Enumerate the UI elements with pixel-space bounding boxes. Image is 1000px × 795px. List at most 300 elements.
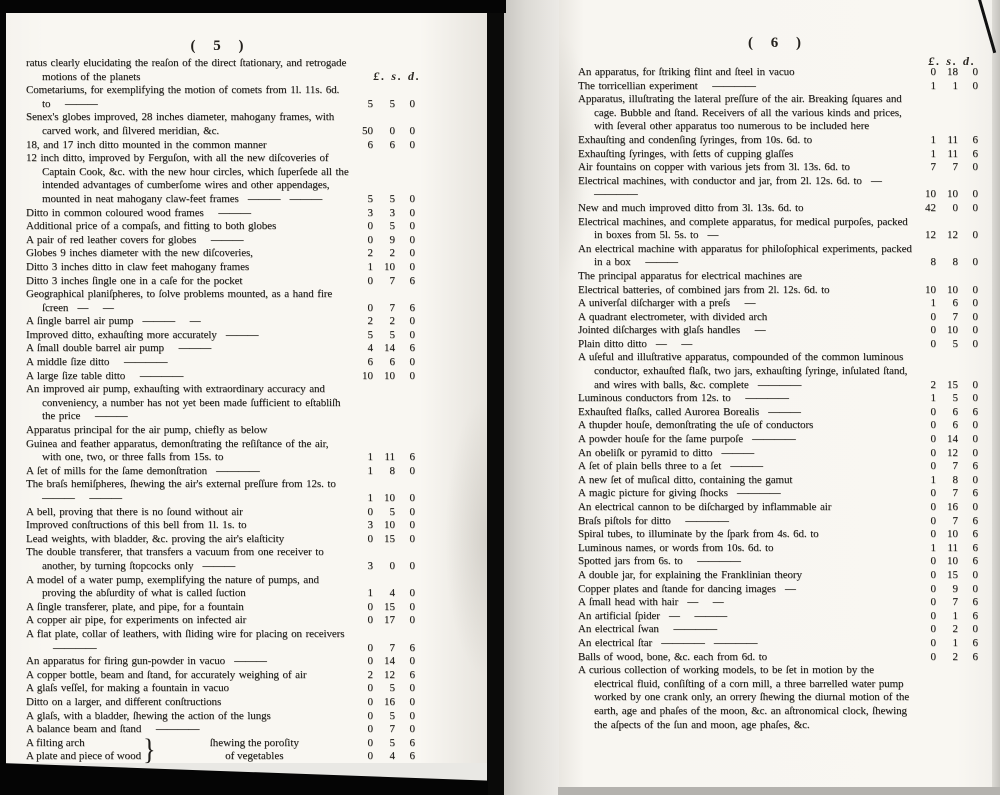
price-pence: 0: [972, 392, 978, 405]
entry-text: Apparatus principal for the air pump, chiefly as below: [26, 424, 268, 437]
price-pence: 0: [409, 206, 415, 219]
entry-text: Globes 9 inches diameter with the new diſcoveries,: [26, 247, 253, 260]
entry-text: Improved conſtructions of this bell from 1l. 1s. to: [26, 519, 247, 532]
price-pounds: 0: [367, 532, 373, 545]
price-shillings: 10: [947, 188, 958, 201]
brace-group: [26, 733, 415, 767]
price-pounds: 1: [367, 587, 373, 600]
catalog-entry: [578, 270, 978, 284]
price-pence: 0: [409, 220, 415, 233]
catalog-entry: [578, 284, 978, 298]
price-shillings: 10: [947, 555, 958, 568]
catalog-entry: [26, 669, 415, 683]
price-lsd: [912, 637, 978, 651]
catalog-entry: [26, 614, 415, 628]
price-pounds: 0: [930, 324, 936, 337]
price-shillings: 16: [947, 501, 958, 513]
entry-text: An electrical ſwan ————: [578, 623, 717, 636]
price-lsd: [912, 324, 978, 338]
right-page: [558, 0, 992, 789]
price-pounds: 0: [367, 695, 373, 708]
price-shillings: 8: [389, 464, 395, 477]
price-pounds: 1: [367, 492, 373, 504]
price-lsd: [912, 379, 978, 393]
catalog-entry: [578, 528, 978, 542]
price-pence: 0: [972, 297, 978, 310]
price-pence: 0: [972, 256, 978, 269]
price-lsd: [912, 487, 978, 501]
entry-text: A pair of red leather covers for globes ———: [26, 233, 244, 246]
price-pence: 6: [972, 460, 978, 473]
price-lsd: [912, 406, 978, 420]
price-pounds: 0: [930, 310, 936, 323]
price-pence: 0: [972, 337, 978, 350]
catalog-entry: [26, 519, 415, 533]
price-shillings: 17: [384, 614, 395, 627]
entry-text: A ſmall head with hair — —: [578, 596, 724, 609]
entry-text: A double jar, for explaining the Franklinian theory: [578, 568, 802, 581]
catalog-entry: [578, 651, 978, 665]
price-shillings: 1: [952, 79, 958, 92]
price-pence: 0: [409, 682, 415, 695]
price-pounds: 0: [930, 528, 936, 541]
price-lsd: [349, 207, 415, 221]
price-shillings: 5: [389, 192, 395, 205]
entry-text: A glaſs, with a bladder, ſhewing the action of the lungs: [26, 709, 271, 722]
price-pounds: 1: [930, 133, 936, 146]
price-shillings: 14: [384, 655, 395, 668]
price-lsd: [912, 583, 978, 597]
price-shillings: 8: [952, 256, 958, 269]
price-pence: 0: [972, 188, 978, 201]
entries-left: [26, 57, 415, 767]
price-pounds: 0: [930, 419, 936, 432]
price-pence: 6: [972, 596, 978, 609]
price-lsd: [912, 433, 978, 447]
price-pounds: 10: [925, 188, 936, 201]
catalog-entry: [578, 515, 978, 529]
price-pence: 0: [409, 559, 415, 572]
price-lsd: [349, 315, 415, 329]
price-pence: 6: [972, 487, 978, 500]
price-pounds: 12: [925, 229, 936, 242]
catalog-entry: [578, 542, 978, 556]
price-pence: 0: [409, 124, 415, 137]
price-lsd: [349, 669, 415, 683]
catalog-entry: [26, 424, 415, 438]
entry-text: A flat plate, collar of leathers, with ſliding wire for placing on receivers ————: [26, 627, 345, 654]
price-pence: 0: [409, 328, 415, 341]
catalog-entry: [26, 342, 415, 356]
price-pence: 6: [409, 451, 415, 464]
price-pounds: 0: [930, 596, 936, 609]
price-lsd: [349, 451, 415, 465]
price-pence: 0: [972, 79, 978, 92]
price-shillings: 12: [947, 446, 958, 459]
catalog-entry: [578, 134, 978, 148]
catalog-entry: [26, 57, 415, 84]
catalog-entry: [578, 583, 978, 597]
price-pounds: 0: [930, 623, 936, 636]
price-pounds: 1: [930, 147, 936, 160]
entry-text: A curious collection of working models, to be ſet in motion by the electrical fluid, conſiſting of a corn mill, a three barrelled water pump worked by one crank only, an orrery ſhewing the diurnal motion of the earth, age and phaſes of the moon, &c. an aſtronomical clock, ſhewing the aſpects of the ſun and moon, age phaſes, &c.: [578, 664, 910, 731]
price-pence: 6: [409, 736, 415, 749]
price-shillings: 10: [947, 528, 958, 541]
price-lsd: [349, 492, 415, 506]
price-shillings: 11: [384, 451, 395, 464]
price-pence: 0: [972, 568, 978, 581]
price-pence: 0: [972, 446, 978, 459]
price-shillings: 7: [952, 487, 958, 500]
catalog-entry: [26, 478, 415, 505]
brace-caption: ſhewing the poroſity of vegetables: [209, 736, 299, 763]
price-shillings: 2: [952, 623, 958, 636]
price-pounds: 0: [930, 446, 936, 459]
entry-text: Electrical machines, with conductor and jar, from 2l. 12s. 6d. to — ————: [578, 174, 897, 201]
entry-text: Balls of wood, bone, &c. each from 6d. to: [578, 650, 768, 663]
price-lsd: [912, 161, 978, 175]
catalog-entry: [578, 392, 978, 406]
price-pounds: 0: [367, 736, 373, 749]
entry-text: An improved air pump, exhauſting with extraordinary accuracy and conveniency, a number has not yet been made ſufficient to eſtabliſh the price ———: [26, 383, 341, 423]
price-pence: 0: [409, 356, 415, 369]
catalog-entry: [578, 474, 978, 488]
table-surface-bottom: [558, 787, 1000, 795]
price-shillings: 14: [947, 433, 958, 446]
entry-text: Jointed diſcharges with glaſs handles —: [578, 324, 766, 337]
price-shillings: 5: [389, 709, 395, 722]
price-pounds: 0: [367, 723, 373, 736]
entry-text: Braſs piſtols for ditto ————: [578, 514, 729, 527]
price-pence: 0: [409, 709, 415, 722]
entry-text: A uſeful and illuſtrative apparatus, compounded of the common luminous conductor, exhauſted flaſk, two jars, exhauſting ſyringe, inſulated ſtand, and wires with balls, &c. complete ————: [578, 351, 908, 391]
price-shillings: 5: [389, 505, 395, 518]
price-pence: 0: [409, 464, 415, 477]
catalog-entry: [26, 574, 415, 601]
price-lsd: [349, 193, 415, 207]
price-lsd: [912, 542, 978, 556]
price-pence: 0: [409, 192, 415, 205]
price-lsd: [912, 229, 978, 243]
price-lsd: [349, 642, 415, 656]
catalog-entry: [26, 139, 415, 153]
entry-text: A bell, proving that there is no ſound without air: [26, 505, 243, 518]
entry-text: An electrical ſtar ———— ————: [578, 636, 758, 649]
price-shillings: 6: [389, 356, 395, 369]
price-shillings: 10: [384, 519, 395, 532]
price-lsd: [349, 696, 415, 710]
price-lsd: [349, 342, 415, 356]
entry-text: The double transferer, that transfers a vacuum from one receiver to another, by turning ſtopcocks only ———: [26, 546, 324, 572]
price-pence: 0: [972, 623, 978, 636]
price-lsd: [912, 188, 978, 202]
price-pounds: 0: [930, 514, 936, 527]
price-shillings: 10: [947, 283, 958, 296]
catalog-entry: [578, 460, 978, 474]
entry-text: Plain ditto ditto — —: [578, 337, 693, 350]
catalog-entry: [26, 234, 415, 248]
catalog-entry: [578, 555, 978, 569]
entry-text: Ditto 3 inches ſingle one in a caſe for the pocket: [26, 274, 243, 287]
entry-text: A univerſal diſcharger with a preſs —: [578, 297, 756, 310]
catalog-entry: [578, 175, 978, 202]
price-pounds: 1: [367, 451, 373, 464]
price-pounds: 0: [367, 709, 373, 722]
catalog-entry: [26, 288, 415, 315]
price-column-header-right: £. s. d.: [928, 54, 976, 68]
price-lsd: [349, 519, 415, 533]
price-pounds: 5: [367, 192, 373, 205]
entry-text: Ditto on a larger, and different conſtructions: [26, 695, 222, 708]
price-pounds: 7: [930, 161, 936, 174]
price-pence: 0: [409, 695, 415, 708]
catalog-entry: [578, 324, 978, 338]
entry-text: Electrical batteries, of combined jars from 2l. 12s. 6d. to: [578, 283, 830, 296]
price-pence: 0: [972, 501, 978, 513]
catalog-entry: [578, 80, 978, 94]
price-lsd: [349, 465, 415, 479]
price-pence: 6: [972, 541, 978, 554]
price-lsd: [349, 506, 415, 520]
price-pounds: 0: [367, 655, 373, 668]
price-shillings: 5: [952, 392, 958, 405]
catalog-entry: [578, 569, 978, 583]
price-pounds: 0: [930, 609, 936, 622]
entry-text: Ditto 3 inches ditto in claw feet mahogany frames: [26, 260, 250, 273]
catalog-entry: [578, 487, 978, 501]
price-pence: 0: [972, 283, 978, 296]
price-pounds: 0: [367, 301, 373, 314]
photo-edge-top: [0, 0, 506, 13]
entry-text: ratus clearly elucidating the reaſon of the direct ſtationary, and retrogade motions of the planets: [26, 57, 347, 83]
gutter-page-curve: [504, 0, 559, 795]
brace-item-labels: A filting arch A plate and piece of wood: [26, 736, 142, 763]
price-pence: 0: [972, 433, 978, 446]
price-pounds: 0: [930, 636, 936, 649]
price-pence: 6: [972, 555, 978, 568]
price-lsd: [912, 419, 978, 433]
entry-text: A ſet of plain bells three to a ſet ———: [578, 460, 763, 473]
price-shillings: 6: [389, 138, 395, 151]
price-shillings: 12: [947, 229, 958, 242]
price-shillings: 2: [952, 650, 958, 663]
price-pounds: 0: [930, 582, 936, 595]
catalog-entry: [578, 216, 978, 243]
price-pence: 6: [409, 750, 415, 763]
price-shillings: 10: [384, 260, 395, 273]
entry-text: The principal apparatus for electrical machines are: [578, 269, 802, 282]
price-shillings: 7: [389, 274, 395, 287]
price-pounds: 0: [367, 750, 373, 763]
price-pounds: 0: [367, 614, 373, 627]
catalog-entry: [26, 275, 415, 289]
price-pence: 6: [972, 636, 978, 649]
price-pounds: 0: [930, 487, 936, 500]
entry-text: A large ſize table ditto ————: [26, 369, 184, 382]
price-pounds: 0: [930, 433, 936, 446]
price-pounds: 8: [930, 256, 936, 269]
price-lsd: [912, 610, 978, 624]
price-lsd: [349, 356, 415, 370]
price-pence: 0: [409, 519, 415, 532]
price-pence: 0: [972, 324, 978, 337]
price-shillings: 9: [952, 582, 958, 595]
price-pence: 0: [409, 532, 415, 545]
entry-text: The braſs hemiſpheres, ſhewing the air's external preſſure from 12s. to ——— ———: [26, 478, 345, 504]
price-pence: 0: [409, 247, 415, 260]
price-shillings: 5: [389, 220, 395, 233]
price-lsd: [349, 682, 415, 696]
price-shillings: 7: [389, 723, 395, 736]
price-shillings: 5: [389, 97, 395, 110]
price-pence: 0: [409, 233, 415, 246]
entry-text: Luminous conductors from 12s. to ————: [578, 392, 789, 405]
left-page: [6, 13, 487, 767]
catalog-entry: [578, 596, 978, 610]
price-pounds: 1: [930, 297, 936, 310]
price-lsd: [349, 261, 415, 275]
price-lsd: [349, 125, 415, 139]
price-pounds: 6: [367, 138, 373, 151]
price-pence: 0: [409, 587, 415, 600]
entry-text: A model of a water pump, exemplifying the nature of pumps, and proving the abſurdity of what is called ſuction: [26, 573, 319, 600]
catalog-entry: [26, 111, 415, 138]
price-pounds: 1: [367, 464, 373, 477]
catalog-entry: [26, 601, 415, 615]
entry-text: An obeliſk or pyramid to ditto ———: [578, 446, 755, 459]
price-pence: 0: [972, 419, 978, 432]
price-lsd: [349, 98, 415, 112]
catalog-entry: [578, 161, 978, 175]
catalog-entry: [26, 655, 415, 669]
catalog-entry: [26, 682, 415, 696]
price-pence: 0: [972, 161, 978, 174]
price-shillings: 7: [952, 596, 958, 609]
price-shillings: 7: [389, 641, 395, 654]
price-shillings: 7: [389, 301, 395, 314]
price-lsd: [912, 515, 978, 529]
photo-edge-left: [0, 0, 6, 795]
price-lsd: [349, 302, 415, 316]
entry-text: An apparatus for firing gun-powder in vacuo ———: [26, 655, 267, 668]
catalog-entry: [26, 84, 415, 111]
catalog-entry: [578, 447, 978, 461]
price-pounds: 2: [367, 247, 373, 260]
price-pounds: 3: [367, 206, 373, 219]
entry-text: Spiral tubes, to illuminate by the ſpark from 4s. 6d. to: [578, 528, 819, 541]
price-pence: 0: [409, 369, 415, 382]
price-pounds: 1: [930, 473, 936, 486]
entries-right: [578, 66, 978, 732]
price-shillings: 8: [952, 473, 958, 486]
price-shillings: 6: [952, 405, 958, 418]
brace-prices: [349, 737, 415, 764]
price-shillings: 10: [947, 324, 958, 337]
price-pounds: 6: [367, 356, 373, 369]
price-lsd: [349, 737, 415, 751]
price-shillings: 1: [952, 636, 958, 649]
price-pounds: 0: [367, 641, 373, 654]
price-pence: 0: [972, 310, 978, 323]
price-shillings: 6: [952, 419, 958, 432]
entry-text: 18, and 17 inch ditto mounted in the common manner: [26, 138, 267, 151]
price-shillings: 5: [952, 337, 958, 350]
price-lsd: [349, 587, 415, 601]
catalog-entry: [26, 465, 415, 479]
catalog-entry: [26, 546, 415, 573]
price-pounds: 3: [367, 559, 373, 572]
price-pence: 0: [409, 723, 415, 736]
price-lsd: [349, 234, 415, 248]
entry-text: Guinea and feather apparatus, demonſtrating the reſiſtance of the air, with one, two, or three falls from 15s. to: [26, 437, 329, 464]
price-pence: 6: [972, 405, 978, 418]
price-pounds: 1: [930, 79, 936, 92]
entry-text: Spotted jars from 6s. to ————: [578, 555, 741, 568]
price-lsd: [912, 392, 978, 406]
price-lsd: [349, 275, 415, 289]
price-lsd: [912, 297, 978, 311]
price-pounds: 5: [367, 97, 373, 110]
entry-text: A copper bottle, beam and ſtand, for accurately weighing of air: [26, 668, 307, 681]
entry-text: Geographical planiſpheres, to ſolve problems mounted, as a hand fire ſcreen — —: [26, 288, 333, 314]
price-lsd: [349, 655, 415, 669]
price-shillings: 4: [389, 587, 395, 600]
price-shillings: 15: [947, 568, 958, 581]
price-shillings: 11: [947, 133, 958, 146]
brace-icon: }: [143, 733, 156, 767]
catalog-entry: [578, 610, 978, 624]
price-pounds: 3: [367, 519, 373, 532]
entry-text: Cometariums, for exemplifying the motion of comets from 1l. 11s. 6d. to ———: [26, 84, 340, 110]
price-shillings: 15: [947, 378, 958, 391]
price-lsd: [912, 338, 978, 352]
catalog-entry: [26, 315, 415, 329]
price-lsd: [349, 723, 415, 737]
catalog-entry: [26, 370, 415, 384]
entry-text: A new ſet of muſical ditto, containing the gamut: [578, 473, 793, 486]
price-lsd: [349, 220, 415, 234]
price-shillings: 0: [389, 559, 395, 572]
photo-edge-bottom: [0, 763, 488, 795]
entry-text: Electrical machines, and complete apparatus, for medical purpoſes, packed in boxes from 5l. 5s. to —: [578, 215, 908, 242]
price-pence: 0: [409, 97, 415, 110]
price-pounds: 0: [367, 600, 373, 613]
price-pounds: 0: [930, 555, 936, 568]
price-shillings: 12: [384, 668, 395, 681]
price-pence: 6: [409, 668, 415, 681]
price-pence: 6: [972, 147, 978, 160]
price-pence: 0: [409, 600, 415, 613]
price-pounds: 0: [930, 460, 936, 473]
price-shillings: 18: [947, 66, 958, 78]
price-lsd: [349, 329, 415, 343]
entry-text: Ditto in common coloured wood frames ———: [26, 206, 251, 219]
catalog-entry: [26, 533, 415, 547]
price-pounds: 2: [367, 315, 373, 328]
price-pence: 0: [972, 473, 978, 486]
entry-text: An apparatus, for ſtriking flint and ſteel in vacuo: [578, 66, 795, 78]
price-pounds: 50: [362, 124, 373, 137]
price-pounds: 42: [925, 201, 936, 214]
price-pence: 6: [409, 641, 415, 654]
entry-text: A ſingle transferer, plate, and pipe, for a fountain: [26, 600, 244, 613]
price-lsd: [912, 569, 978, 583]
price-lsd: [349, 533, 415, 547]
price-pence: 0: [972, 378, 978, 391]
price-shillings: 2: [389, 315, 395, 328]
catalog-entry: [578, 623, 978, 637]
entry-text: An electrical machine with apparatus for philoſophical experiments, packed in a box ———: [578, 242, 912, 269]
